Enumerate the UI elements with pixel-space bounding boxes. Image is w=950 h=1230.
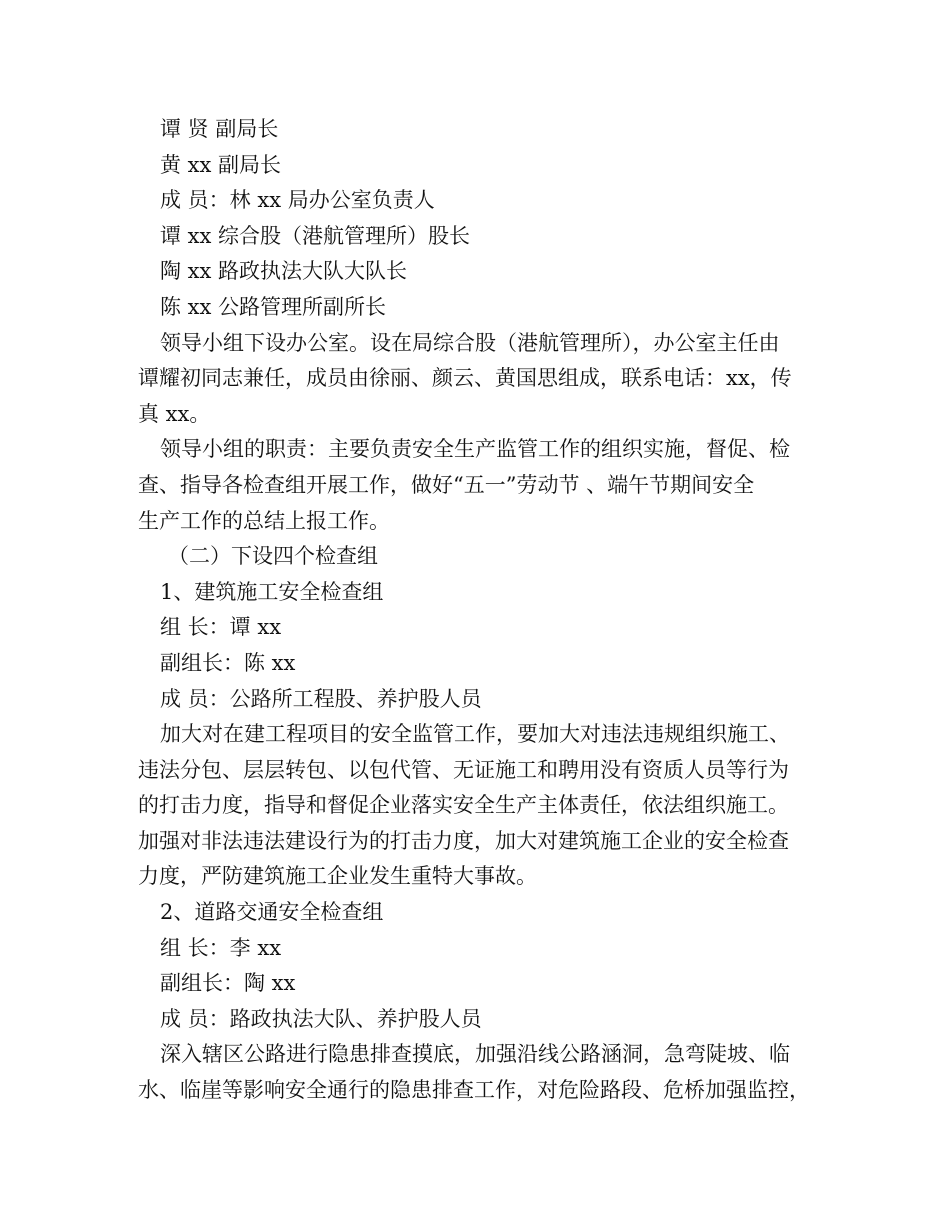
paragraph-line: 违法分包、层层转包、以包代管、无证施工和聘用没有资质人员等行为 xyxy=(138,757,789,782)
paragraph-line: 水、临崖等影响安全通行的隐患排查工作，对危险路段、危桥加强监控， xyxy=(138,1078,810,1103)
text-line: 陈 xx 公路管理所副所长 xyxy=(160,294,387,319)
section-heading: （二）下设四个检查组 xyxy=(168,544,378,569)
document-body xyxy=(138,112,818,1109)
text-line: 谭 xx 综合股（港航管理所）股长 xyxy=(160,223,471,248)
text-line: 谭 贤 副局长 xyxy=(160,117,279,141)
paragraph-line: 加强对非法违法建设行为的打击力度，加大对建筑施工企业的安全检查 xyxy=(138,828,789,853)
paragraph-line: 生产工作的总结上报工作。 xyxy=(138,508,390,533)
paragraph-line: 力度，严防建筑施工企业发生重特大事故。 xyxy=(138,864,537,889)
paragraph-line: 领导小组的职责：主要负责安全生产监管工作的组织实施，督促、检 xyxy=(160,437,790,462)
text-line: 副组长：陶 xx xyxy=(160,971,296,996)
group-heading: 2、道路交通安全检查组 xyxy=(160,900,384,925)
paragraph-line: 领导小组下设办公室。设在局综合股（港航管理所），办公室主任由 xyxy=(160,330,780,355)
paragraph-line: 查、指导各检查组开展工作，做好“五一”劳动节 、端午节期间安全 xyxy=(138,472,755,497)
paragraph-line: 真 xx。 xyxy=(138,401,211,426)
text-line: 成 员：林 xx 局办公室负责人 xyxy=(160,188,435,213)
text-line: 副组长：陈 xx xyxy=(160,650,296,675)
group-heading: 1、建筑施工安全检查组 xyxy=(160,579,384,604)
text-line: 陶 xx 路政执法大队大队长 xyxy=(160,259,408,284)
text-line: 组 长：李 xx xyxy=(160,935,282,960)
text-line: 成 员：公路所工程股、养护股人员 xyxy=(160,686,482,711)
text-line: 成 员：路政执法大队、养护股人员 xyxy=(160,1006,482,1031)
paragraph-line: 谭耀初同志兼任，成员由徐丽、颜云、黄国思组成，联系电话：xx，传 xyxy=(138,366,792,391)
text-line: 组 长：谭 xx xyxy=(160,615,282,640)
paragraph-line: 的打击力度，指导和督促企业落实安全生产主体责任，依法组织施工。 xyxy=(138,793,789,818)
text-line: 黄 xx 副局长 xyxy=(160,152,282,177)
paragraph-line: 深入辖区公路进行隐患排查摸底，加强沿线公路涵洞，急弯陡坡、临 xyxy=(160,1042,790,1067)
paragraph-line: 加大对在建工程项目的安全监管工作，要加大对违法违规组织施工、 xyxy=(160,722,790,747)
